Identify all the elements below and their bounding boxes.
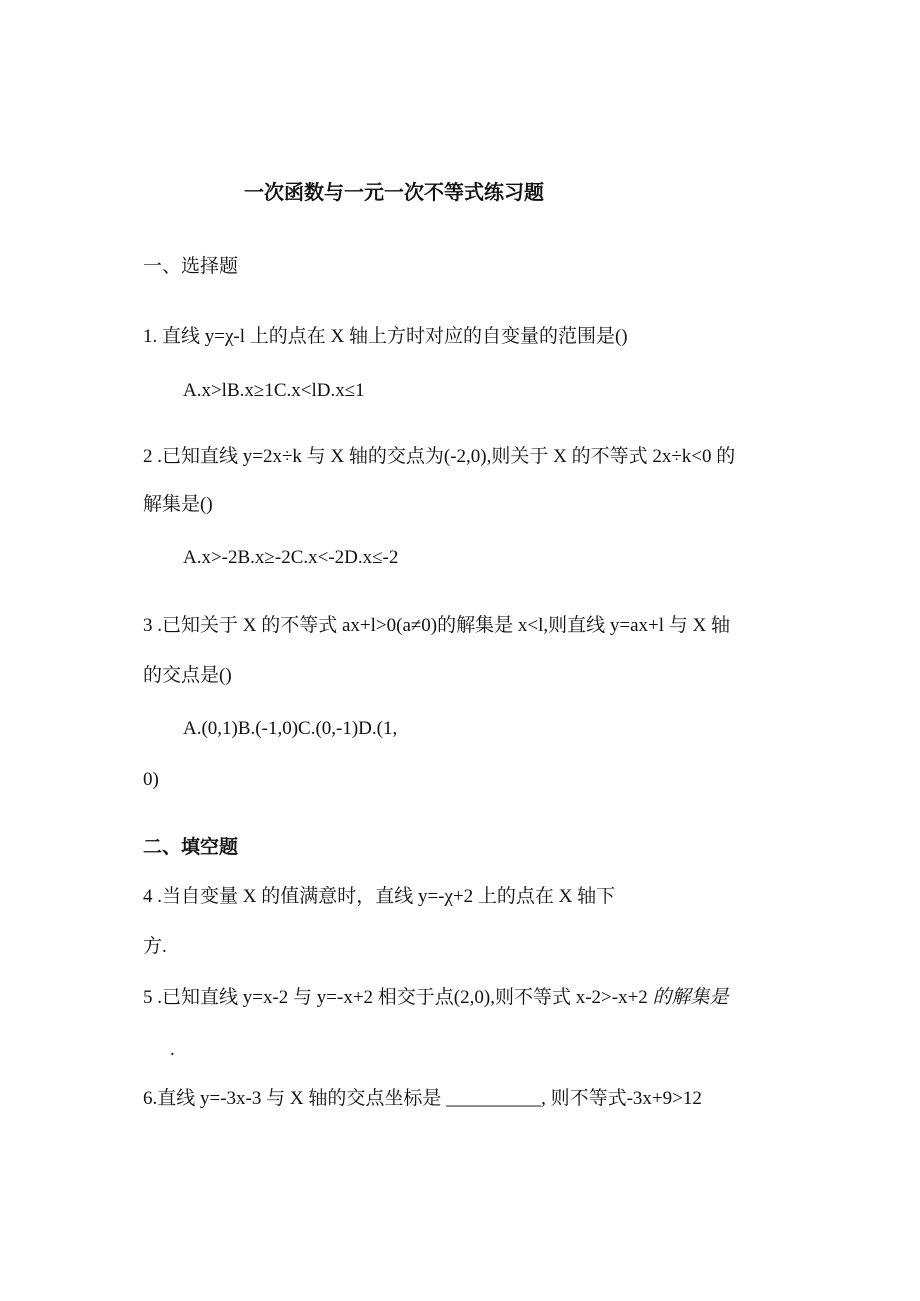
question-2-line-2: 解集是() — [143, 494, 213, 515]
question-4-line-1: 4 .当自变量 X 的值满意时，直线 y=-χ+2 上的点在 X 轴下 — [143, 886, 616, 907]
question-6-line-1: 6.直线 y=-3x-3 与 X 轴的交点坐标是 __________, 则不等式-3x+9>12 — [143, 1088, 702, 1109]
question-3-options-continued: 0) — [143, 769, 159, 790]
question-1-options: A.x>lB.x≥1C.x<lD.x≤1 — [183, 380, 365, 401]
question-3-line-2: 的交点是() — [143, 665, 232, 686]
question-5-text: 5 .已知直线 y=x-2 与 y=-x+2 相交于点(2,0),则不等式 x-2>-x+2 — [143, 987, 653, 1008]
question-5-line-1 — [143, 988, 729, 1007]
section-heading-fill-in: 二、填空题 — [143, 836, 239, 858]
question-1: 1. 直线 y=χ-l 上的点在 X 轴上方时对应的自变量的范围是() — [143, 326, 628, 347]
question-4-line-2: 方. — [143, 936, 167, 957]
question-3-line-1: 3 .已知关于 X 的不等式 ax+l>0(a≠0)的解集是 x<l,则直线 y=ax+l 与 X 轴 — [143, 615, 730, 636]
page-title: 一次函数与一元一次不等式练习题 — [244, 180, 544, 204]
question-3-options: A.(0,1)B.(-1,0)C.(0,-1)D.(1, — [183, 718, 398, 739]
question-2-line-1: 2 .已知直线 y=2x÷k 与 X 轴的交点为(-2,0),则关于 X 的不等式 2x÷k<0 的 — [143, 446, 736, 467]
question-5-tail: 的解集是 — [652, 987, 729, 1008]
question-5-line-2: . — [170, 1039, 175, 1060]
section-heading-choice: 一、选择题 — [143, 256, 239, 277]
question-2-options: A.x>-2B.x≥-2C.x<-2D.x≤-2 — [183, 547, 399, 568]
